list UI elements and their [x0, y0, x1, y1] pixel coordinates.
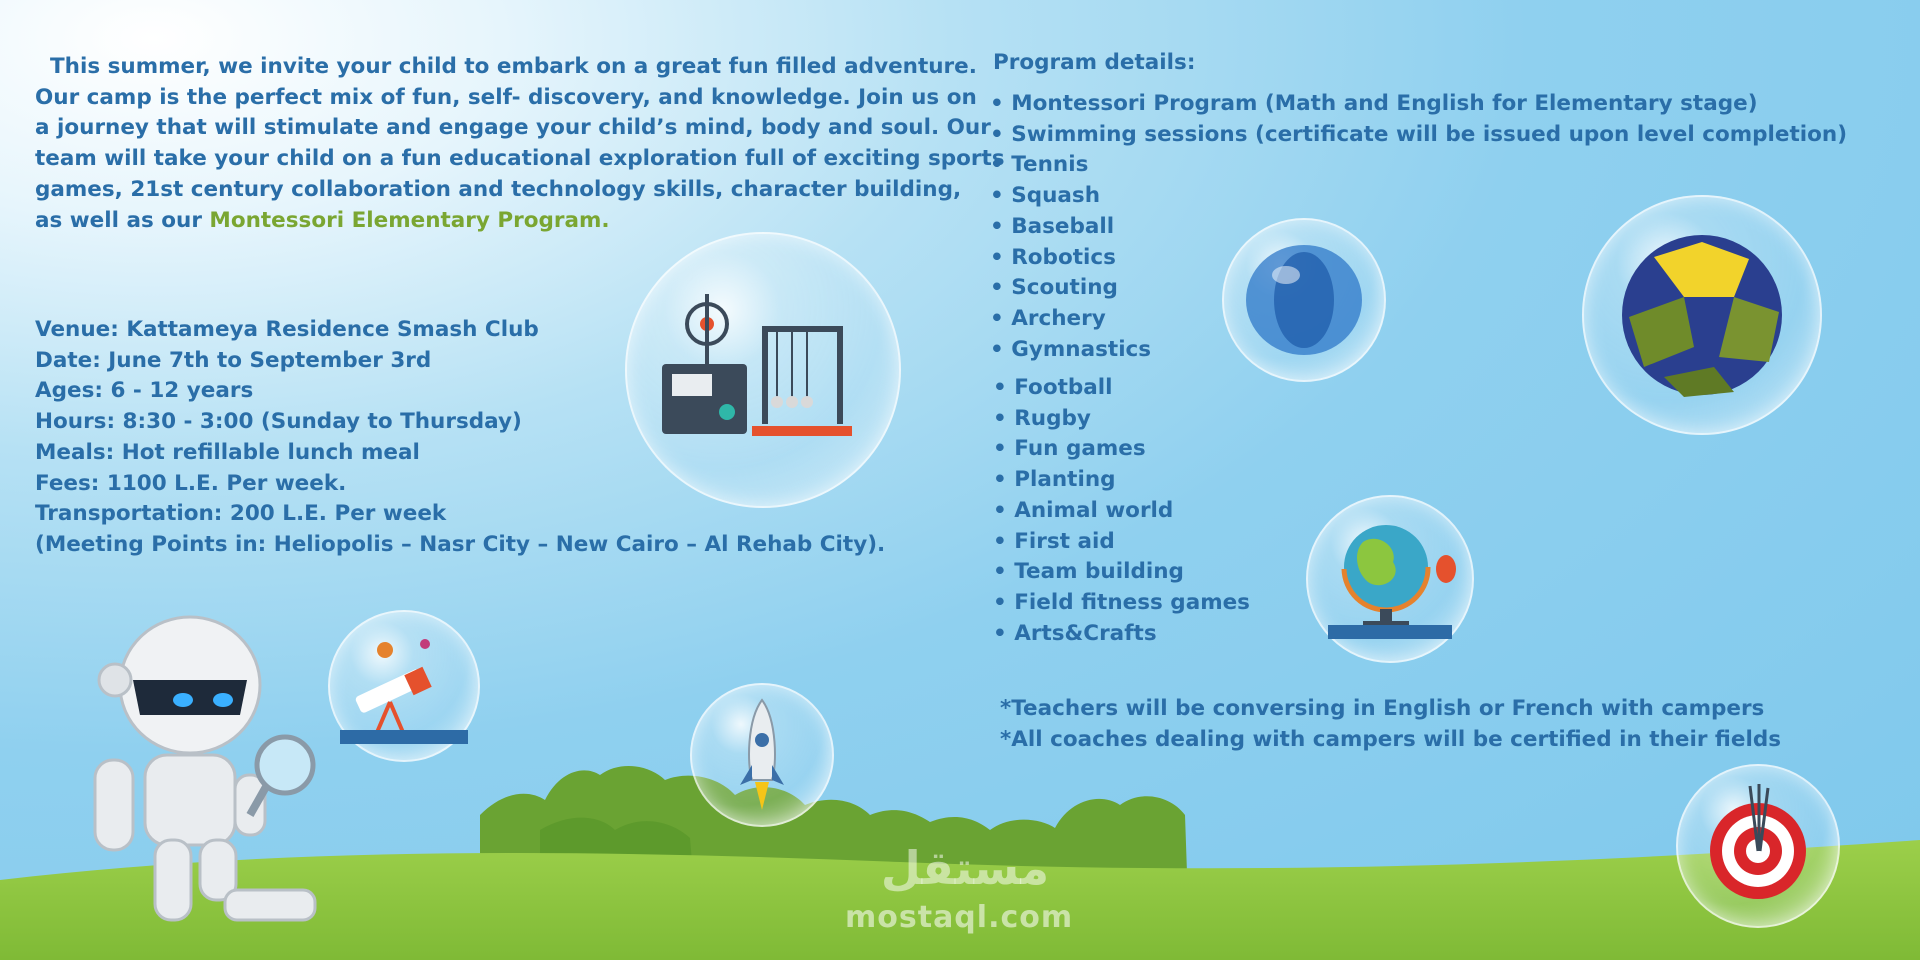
montessori-highlight: Montessori Elementary Program.: [209, 207, 610, 233]
globe-icon: [1306, 495, 1474, 663]
intro-line-1: This summer, we invite your child to embark on a great fun filled adventure.: [50, 54, 977, 79]
list-item: • Planting: [993, 465, 1250, 496]
ages-line: Ages: 6 - 12 years: [35, 378, 254, 404]
list-item: • Robotics: [990, 243, 1847, 274]
list-item: • Field fitness games: [993, 588, 1250, 619]
notes-block: [1000, 694, 1781, 755]
program-list-2: [993, 373, 1250, 649]
note-coaches: *All coaches dealing with campers will be certified in their fields: [1000, 726, 1782, 752]
list-item: • Fun games: [993, 434, 1250, 465]
list-item: • Squash: [990, 181, 1847, 212]
note-teachers: *Teachers will be conversing in English or French with campers: [1000, 696, 1765, 721]
list-item: • Baseball: [990, 212, 1847, 243]
list-item: • Scouting: [990, 273, 1847, 304]
list-item: • Football: [993, 373, 1250, 404]
list-item: • Rugby: [993, 404, 1250, 435]
intro-line-6-prefix: as well as our: [35, 207, 210, 233]
list-item: • Team building: [993, 557, 1250, 588]
list-item: • Arts&Crafts: [993, 619, 1250, 650]
transport-line: Transportation: 200 L.E. Per week: [35, 501, 447, 527]
intro-line-4: team will take your child on a fun educational exploration full of exciting sports: [35, 146, 1005, 172]
list-item: • Gymnastics: [990, 335, 1847, 366]
list-item: • First aid: [993, 527, 1250, 558]
robot-illustration: [75, 610, 335, 930]
science-instruments-icon: [625, 232, 901, 508]
list-item: • Archery: [990, 304, 1847, 335]
intro-line-3: a journey that will stimulate and engage your child’s mind, body and soul. Our: [35, 115, 991, 141]
intro-line-6: [35, 206, 955, 237]
intro-line-2: Our camp is the perfect mix of fun, self- discovery, and knowledge. Join us on: [35, 84, 977, 110]
fees-line: Fees: 1100 L.E. Per week.: [35, 470, 347, 496]
watermark-text: mostaql.com: [845, 900, 1074, 935]
venue-line: Venue: Kattameya Residence Smash Club: [35, 317, 539, 342]
list-item: • Animal world: [993, 496, 1250, 527]
watermark-logo: [850, 838, 1080, 896]
soccer-ball-icon: [1582, 195, 1822, 435]
archery-target-icon: [1676, 764, 1840, 928]
meeting-points-line: (Meeting Points in: Heliopolis – Nasr City – New Cairo – Al Rehab City).: [35, 531, 886, 557]
watermark-arabic: مستقل: [880, 841, 1050, 895]
program-details-title: Program details:: [993, 50, 1196, 75]
list-item: • Tennis: [990, 150, 1847, 181]
intro-paragraph: [35, 52, 1005, 236]
list-item: • Swimming sessions (certificate will be issued upon level completion): [990, 120, 1847, 151]
water-ball-icon: [1222, 218, 1386, 382]
telescope-icon: [328, 610, 480, 762]
date-line: Date: June 7th to September 3rd: [35, 347, 432, 373]
hours-line: Hours: 8:30 - 3:00 (Sunday to Thursday): [35, 409, 522, 435]
list-item: • Montessori Program (Math and English for Elementary stage): [990, 89, 1847, 120]
rocket-icon: [690, 683, 834, 827]
intro-line-5: games, 21st century collaboration and technology skills, character building,: [35, 176, 962, 202]
meals-line: Meals: Hot refillable lunch meal: [35, 439, 420, 465]
